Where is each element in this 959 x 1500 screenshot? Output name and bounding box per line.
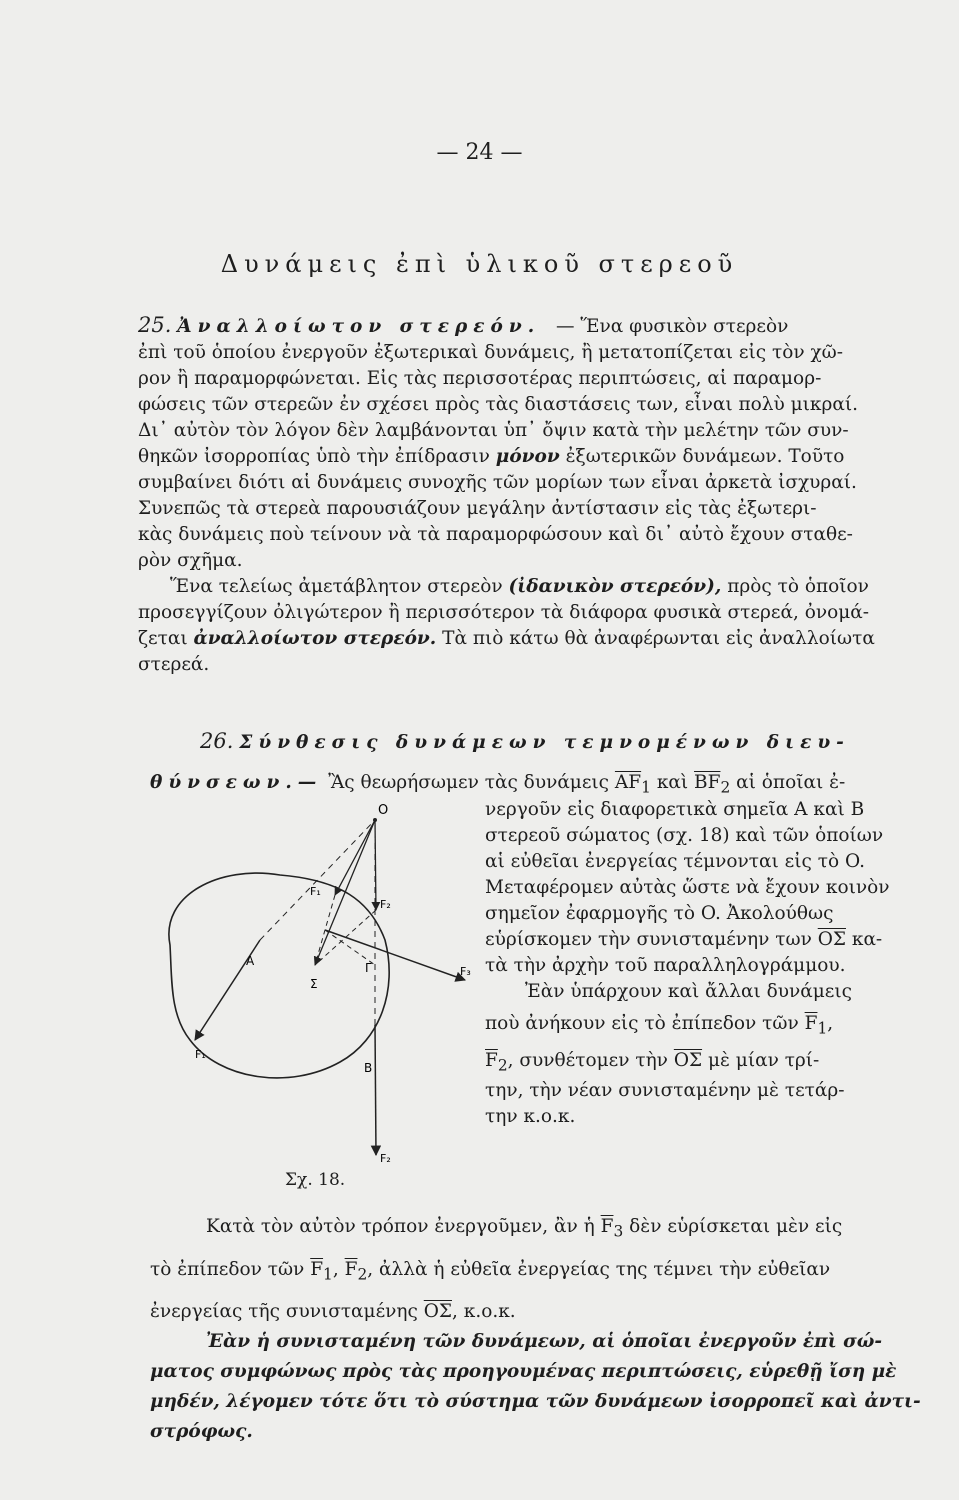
subscript: 2 xyxy=(357,1265,368,1284)
text-span: ἐξωτερικῶν δυνάμεων. Τοῦτο xyxy=(565,446,845,467)
text-line: νεργοῦν εἰς διαφορετικὰ σημεῖα A καὶ B xyxy=(485,799,865,820)
text-span: , κ.ο.κ. xyxy=(452,1301,516,1323)
text-span: εὑρίσκομεν τὴν συνισταμένην των xyxy=(485,929,812,950)
text-line: την κ.ο.κ. xyxy=(485,1106,576,1128)
text-line: στερεά. xyxy=(138,654,210,675)
subscript: 2 xyxy=(497,1056,508,1075)
vector-bf: $\overline{BF}$ xyxy=(694,772,721,793)
resultant-os xyxy=(315,820,375,965)
text-line: συμβαίνει διότι αἱ δυνάμεις συνοχῆς τῶν μορίων των εἶναι ἀρκετὰ ἰσχυραί. xyxy=(138,472,857,493)
text-span: ζεται xyxy=(138,628,188,649)
vector-af: $\overline{AF}$ xyxy=(614,772,642,793)
section-26-number: 26. xyxy=(200,729,234,753)
text-span: , συνθέτομεν τὴν xyxy=(507,1049,668,1071)
vector-f3: $\overline{F}$ xyxy=(600,1216,614,1237)
text-line: σημεῖον ἐφαρμογῆς τὸ O. Ἀκολούθως xyxy=(485,903,834,924)
section-26-bottom: Κατὰ τὸν αὐτὸν τρόπον ἐνεργοῦμεν, ἂν ἡ $\overline{F}_3$ δὲν εὑρίσκεται μὲν εἰς τὸ ἐπίπεδον τῶν $\overline{F}_1$, $\overline{F}_2$, ἀλλὰ ἡ εὐθεῖα ἐνεργείας της τέμνει τὴν εὐθεῖαν ἐνεργείας τῆς συνισταμένης $\overline{O\Sigma}$, κ.ο.κ. Ἐὰν ἡ συνισταμένη τῶν δυνάμεων, αἱ ὁποῖαι ἐνεργοῦν ἐπὶ σώ- ματος συμφώνως πρὸς τὰς προηγουμένας περιπτώσεις, εὑρεθῇ ἴση μὲ μηδέν, λέγομεν τότε ὅτι τὸ σύστημα τῶν δυνάμεων ἰσορροπεῖ καὶ ἀντι- στρόφως. xyxy=(150,1212,910,1447)
label-f1-body: F₁ xyxy=(195,1048,206,1061)
label-gamma: Γ xyxy=(365,961,372,975)
text-line: στρόφως. xyxy=(150,1421,253,1443)
label-f2-body: F₂ xyxy=(380,1152,391,1165)
text-line: κὰς δυνάμεις ποὺ τείνουν νὰ τὰ παραμορφώσουν καὶ δι᾽ αὐτὸ ἔχουν σταθε- xyxy=(138,524,853,545)
text-span: Τὰ πιὸ κάτω θὰ ἀναφέρωνται εἰς ἀναλλοίωτα xyxy=(442,628,875,649)
text-line: — Ἕνα φυσικὸν στερεὸν xyxy=(556,316,789,337)
emphasis-rigid-solid: ἀναλλοίωτον στερεόν. xyxy=(193,628,437,649)
vector-os: $\overline{O\Sigma}$ xyxy=(423,1301,452,1323)
label-sigma: Σ xyxy=(310,977,318,991)
subscript: 2 xyxy=(720,778,731,797)
text-line: αἱ εὐθεῖαι ἐνεργείας τέμνονται εἰς τὸ O. xyxy=(485,851,865,872)
text-span: αἱ ὁποῖαι ἐ- xyxy=(736,772,846,793)
text-line: ρὸν σχῆμα. xyxy=(138,550,243,571)
emphasis-ideal-solid: (ἰδανικὸν στερεόν), xyxy=(508,576,722,597)
vector-os: $\overline{O\Sigma}$ xyxy=(817,929,846,950)
text-span: Κατὰ τὸν αὐτὸν τρόπον ἐνεργοῦμεν, ἂν ἡ xyxy=(206,1216,595,1237)
page-number: — 24 — xyxy=(436,140,523,165)
subscript: 3 xyxy=(613,1222,624,1241)
vector-f2: $\overline{F}$ xyxy=(344,1258,358,1280)
text-span: καὶ xyxy=(656,772,689,793)
line-o-gamma xyxy=(325,930,375,965)
text-span: ἐνεργείας τῆς συνισταμένης xyxy=(150,1301,418,1323)
subscript: 1 xyxy=(323,1265,333,1284)
vector-f1: $\overline{F}$ xyxy=(804,1013,818,1034)
point-o xyxy=(373,818,377,822)
vector-f1: $\overline{F}$ xyxy=(310,1258,324,1280)
section-26-heading xyxy=(200,728,900,756)
section-26-title: Σύνθεσις δυνάμεων τεμνομένων διευ- xyxy=(239,732,850,753)
vector-f2: $\overline{F}$ xyxy=(485,1049,498,1071)
text-span: ποὺ ἀνήκουν εἰς τὸ ἐπίπεδον τῶν xyxy=(485,1013,799,1034)
text-line: Δι᾽ αὐτὸν τὸν λόγον δὲν λαμβάνονται ὑπ᾽ ὄψιν κατὰ τὴν μελέτην τῶν συν- xyxy=(138,420,849,441)
section-26-right-column: νεργοῦν εἰς διαφορετικὰ σημεῖα A καὶ B στερεοῦ σώματος (σχ. 18) καὶ τῶν ὁποίων αἱ εὐθεῖαι ἐνεργείας τέμνονται εἰς τὸ O. Μεταφέρομεν αὐτὰς ὥστε νὰ ἔχουν κοινὸν σημεῖον ἐφαρμογῆς τὸ O. Ἀκολούθως εὑρίσκομεν τὴν συνισταμένην των $\overline{O\Sigma}$ κα- τὰ τὴν ἀρχὴν τοῦ παραλληλογράμμου. Ἐὰν ὑπάρχουν καὶ ἄλλαι δυνάμεις ποὺ ἀνήκουν εἰς τὸ ἐπίπεδον τῶν $\overline{F}_1$, $\overline{F}_2$, συνθέτομεν τὴν $\overline{O\Sigma}$ μὲ μίαν τρί- την, τὴν νέαν συνισταμένην μὲ τετάρ- την κ.ο.κ. xyxy=(485,797,905,1130)
subscript: 1 xyxy=(817,1019,828,1038)
text-line: προσεγγίζουν ὀλιγώτερον ἢ περισσότερον τὰ διάφορα φυσικὰ στερεά, ὀνομά- xyxy=(138,602,870,623)
vector-os: $\overline{O\Sigma}$ xyxy=(673,1049,703,1071)
text-span: Ἂς θεωρήσωμεν τὰς δυνάμεις xyxy=(328,772,610,793)
text-line: μηδέν, λέγομεν τότε ὅτι τὸ σύστημα τῶν δυνάμεων ἰσορροπεῖ καὶ ἀντι- xyxy=(150,1391,921,1413)
label-f3: F₃ xyxy=(460,965,471,978)
label-o: O xyxy=(378,803,389,818)
text-line: ματος συμφώνως πρὸς τὰς προηγουμένας περιπτώσεις, εὑρεθῇ ἴση μὲ xyxy=(150,1361,897,1383)
text-span: μὲ μίαν τρί- xyxy=(707,1049,820,1071)
text-line: ρον ἢ παραμορφώνεται. Εἰς τὰς περισσοτέρας περιπτώσεις, αἱ παραμορ- xyxy=(138,368,822,389)
section-25-title: Ἀναλλοίωτον στερεόν. xyxy=(177,316,541,337)
text-line: Συνεπῶς τὰ στερεὰ παρουσιάζουν μεγάλην ἀντίστασιν εἰς τὰς ἐξωτερι- xyxy=(138,498,817,519)
section-25-number: 25. xyxy=(138,313,172,337)
section-25 xyxy=(138,312,894,678)
text-line: στερεοῦ σώματος (σχ. 18) καὶ τῶν ὁποίων xyxy=(485,825,884,846)
text-line: ἐπὶ τοῦ ὁποίου ἐνεργοῦν ἐξωτερικαὶ δυνάμεις, ἢ μετατοπίζεται εἰς τὸν χῶ- xyxy=(138,342,844,363)
text-line: Μεταφέρομεν αὐτὰς ὥστε νὰ ἔχουν κοινὸν xyxy=(485,877,890,898)
figure-18 xyxy=(150,800,490,1190)
text-span: δὲν εὑρίσκεται μὲν εἰς xyxy=(629,1216,843,1237)
text-line: την, τὴν νέαν συνισταμένην μὲ τετάρ- xyxy=(485,1080,845,1102)
label-f2-o: F₂ xyxy=(380,898,391,911)
section-heading: Δυνάμεις ἐπὶ ὑλικοῦ στερεοῦ xyxy=(220,250,739,278)
subscript: 1 xyxy=(641,778,651,797)
text-span: τὸ ἐπίπεδον τῶν xyxy=(150,1258,305,1280)
text-span: , ἀλλὰ ἡ εὐθεῖα ἐνεργείας της τέμνει τὴν εὐθεῖαν xyxy=(367,1258,831,1280)
force-f2 xyxy=(375,1025,376,1155)
figure-caption: Σχ. 18. xyxy=(285,1170,346,1190)
text-span: πρὸς τὸ ὁποῖον xyxy=(727,576,869,597)
text-line: φώσεις τῶν στερεῶν ἐν σχέσει πρὸς τὰς διαστάσεις των, εἶναι πολὺ μικραί. xyxy=(138,394,859,415)
text-line: Ἐὰν ἡ συνισταμένη τῶν δυνάμεων, αἱ ὁποῖαι ἐνεργοῦν ἐπὶ σώ- xyxy=(206,1331,883,1353)
text-span: κα- xyxy=(851,929,883,950)
text-span: Ἕνα τελείως ἀμετάβλητον στερεὸν xyxy=(170,576,503,597)
text-line: Ἐὰν ὑπάρχουν καὶ ἄλλαι δυνάμεις xyxy=(525,981,853,1002)
emphasis-only: μόνον xyxy=(495,446,560,467)
label-f1-o: F₁ xyxy=(310,885,321,898)
text-line: τὰ τὴν ἀρχὴν τοῦ παραλληλογράμμου. xyxy=(485,955,846,976)
line-of-action-a xyxy=(260,820,375,940)
o-to-f2 xyxy=(375,820,376,910)
section-26-title-cont: θύνσεων.— xyxy=(150,772,323,793)
o-to-f1 xyxy=(335,820,375,895)
label-b: B xyxy=(364,1061,373,1075)
text-span: θηκῶν ἰσορροπίας ὑπὸ τὴν ἐπίδρασιν xyxy=(138,446,490,467)
label-a: A xyxy=(246,954,255,968)
